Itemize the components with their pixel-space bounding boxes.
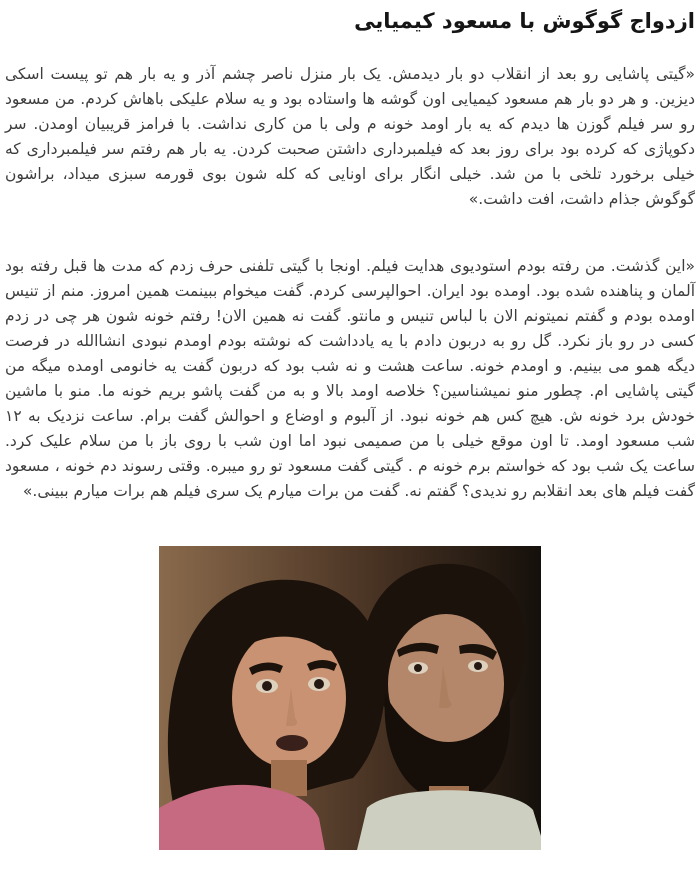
article-photo <box>159 546 541 850</box>
article-title-text: ازدواج گوگوش با مسعود کیمیایی <box>354 9 695 33</box>
article-paragraph-1: «گیتی پاشایی رو بعد از انقلاب دو بار دیدمش. یک بار منزل ناصر چشم آذر و یه بار هم تو پیست اسکی دیزین. و هر دو بار هم مسعود کیمیایی اون گوشه ها واستاده بود و یه سلام علیکی باهاش کردم. من مسعود رو سر فیلم گوزن ها دیدم که یه بار اومد خونه م ولی با من کاری نداشت. با فرامز قریبیان اومدن. سر دکوپاژی که کرده بود برای روز بعد که فیلمبرداری داشتن صحبت کردن. یه بار هم رفتم سر فیلمبرداری که خیلی برخورد تلخی با من شد. خیلی انگار برای اونایی که کله شون بوی قورمه سبزی میداد، براشون گوگوش جذام داشت، افت داشت.» <box>5 65 695 208</box>
photo-illustration <box>159 546 541 850</box>
photo-container <box>5 546 695 850</box>
article-title <box>5 8 695 35</box>
boy-left-eye <box>262 681 272 691</box>
boy-right-eye <box>314 679 324 689</box>
article-paragraph-2: «این گذشت. من رفته بودم استودیوی هدایت فیلم. اونجا با گیتی تلفنی حرف زدم که مدت ها قبل رفته بود آلمان و پناهنده شده بود. اومده بود ایران. احوالپرسی کردم. گفت میخوام ببینمت همین امروز. منم از تنیس اومده بودم و گفتم نمیتونم الان با لباس تنیس و مانتو. گفت نه همین الان! رفتم خونه شون هر چی در زدم کسی در رو باز نکرد. گل رو به دربون دادم با یه یادداشت که نوشته بودم اومدم نبودی انشاالله در فرصت دیگه همو می بینیم. و اومدم خونه. ساعت هشت و نه شب بود که دربون گفت یه خانومی اومده میگه من گیتی پاشایی ام. چطور منو نمیشناسین؟ خلاصه اومد بالا و به من گفت پاشو بریم خونه ما. منو با ماشین خودش برد خونه ش. هیچ کس هم خونه نبود. از آلبوم و اوضاع و احوالش گفت برام. ساعت نزدیک به ۱۲ شب مسعود اومد. تا اون موقع خیلی با من صمیمی نبود اما اون شب با روی باز با من سلام علیک کرد. ساعت یک شب بود که خواستم برم خونه م . گیتی گفت مسعود تو رو میبره. وقتی رسوند دم خونه ، مسعود گفت فیلم های بعد انقلابم رو ندیدی؟ گفتم نه. گفت من برات میارم یک سری فیلم هم برات میارم ببینی.» <box>5 257 695 500</box>
man-shirt <box>357 790 541 850</box>
man-right-eye <box>474 662 482 670</box>
man-left-eye <box>414 664 422 672</box>
boy-mouth <box>276 735 308 751</box>
